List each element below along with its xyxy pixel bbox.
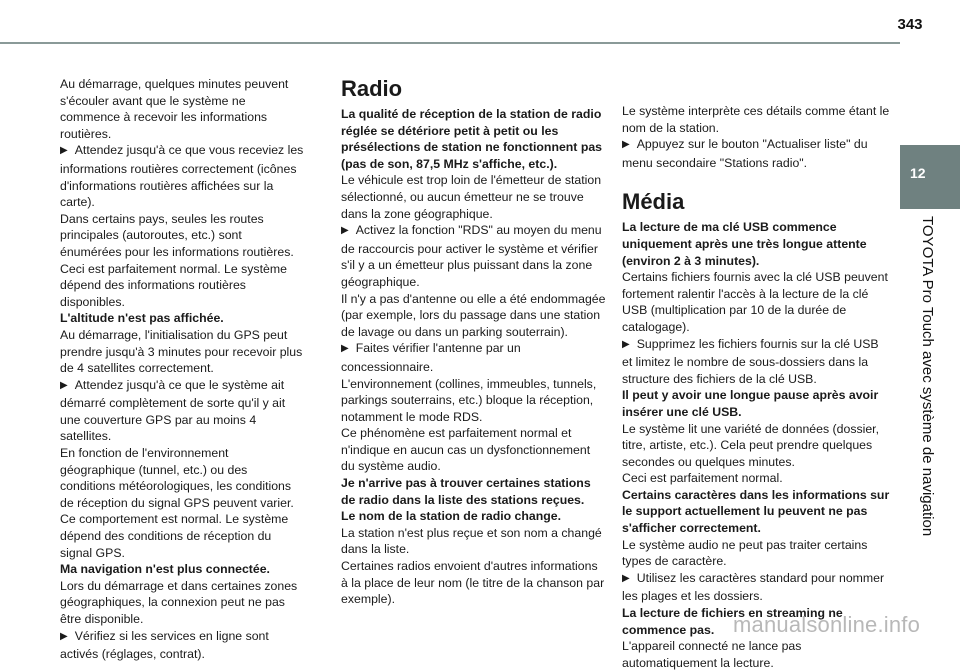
instruction-step: ▶ Faites vérifier l'antenne par un concessionnaire. (341, 340, 607, 375)
paragraph: Ceci est parfaitement normal. Le système dépend des informations routières disponibles. (60, 261, 287, 309)
paragraph: Dans certains pays, seules les routes principales (autoroutes, etc.) sont énumérées pour les informations routières. (60, 211, 294, 259)
paragraph: Le système lit une variété de données (dossier, titre, artiste, etc.). Cela peut prendre quelques secondes ou quelques minutes. (622, 421, 880, 469)
instruction-step: ▶ Appuyez sur le bouton "Actualiser liste" du menu secondaire "Stations radio". (622, 136, 890, 171)
paragraph: Le système interprète ces détails comme étant le nom de la station. (622, 104, 890, 135)
watermark: manualsonline.info (733, 612, 921, 637)
paragraph: En fonction de l'environnement géographique (tunnel, etc.) ou des conditions météorologiques, les conditions de réception du signal GPS peuvent varier. (60, 446, 294, 510)
question-heading: Il peut y avoir une longue pause après avoir insérer une clé USB. (622, 388, 879, 419)
paragraph: Certains fichiers fournis avec la clé USB peuvent fortement ralentir l'accès à la lecture de la clé USB (multiplication par 10 de la durée de catalogage). (622, 270, 888, 334)
paragraph: Au démarrage, l'initialisation du GPS peut prendre jusqu'à 3 minutes pour recevoir plus de 4 satellites correctement. (60, 327, 303, 376)
header-rule (0, 42, 900, 44)
question-heading: Ma navigation n'est plus connectée. (60, 562, 270, 577)
paragraph: Il n'y a pas d'antenne ou elle a été endommagée (par exemple, lors du passage dans une station de lavage ou dans un parking souterrain). (341, 291, 606, 339)
question-heading: La qualité de réception de la station de radio réglée se détériore petit à petit ou les présélections de station ne fonctionnent pas (pas de son, 87,5 MHz s'affiche, etc.). (341, 107, 603, 171)
column-2 (341, 76, 607, 608)
paragraph: Le système audio ne peut pas traiter certains types de caractère. (622, 537, 868, 569)
question-heading: Je n'arrive pas à trouver certaines stations de radio dans la liste des stations reçues. (341, 476, 591, 507)
instruction-step: ▶ Supprimez les fichiers fournis sur la clé USB et limitez le nombre de sous-dossiers dans la structure des fichiers de la clé USB. (622, 336, 890, 388)
question-heading: La lecture de fichiers en streaming ne commence pas. (622, 606, 843, 637)
chapter-title-vertical: TOYOTA Pro Touch avec système de navigation (919, 216, 936, 537)
paragraph: Ce comportement est normal. Le système dépend des conditions de réception du signal GPS. (60, 512, 289, 560)
question-heading: L'altitude n'est pas affichée. (60, 311, 224, 326)
paragraph: L'appareil connecté ne lance pas automatiquement la lecture. (622, 639, 802, 670)
paragraph: Ceci est parfaitement normal. (622, 471, 783, 486)
question-heading: Certains caractères dans les informations sur le support actuellement lu peuvent ne pas s'afficher correctement. (622, 487, 890, 536)
paragraph: Ce phénomène est parfaitement normal et n'indique en aucun cas un dysfonctionnement du système audio. (341, 426, 591, 474)
paragraph: Au démarrage, quelques minutes peuvent s'écouler avant que le système ne commence à recevoir les informations routières. (60, 77, 289, 141)
paragraph: Lors du démarrage et dans certaines zones géographiques, la connexion peut ne pas être disponible. (60, 578, 298, 626)
instruction-step: ▶ Attendez jusqu'à ce que le système ait démarré complètement de sorte qu'il y ait une couverture GPS par au moins 4 satellites. (60, 377, 304, 445)
chapter-number: 12 (910, 165, 926, 181)
column-1 (60, 76, 304, 663)
paragraph: Le véhicule est trop loin de l'émetteur de station sélectionné, ou aucun émetteur ne se trouve dans la zone géographique. (341, 173, 602, 221)
instruction-step: ▶ Utilisez les caractères standard pour nommer les plages et les dossiers. (622, 570, 890, 605)
page-number: 343 (897, 16, 923, 33)
instruction-step: ▶ Attendez jusqu'à ce que vous receviez les informations routières correctement (icônes d'informations routières affichées sur la carte). (60, 142, 304, 210)
question-heading: Le nom de la station de radio change. (341, 509, 562, 524)
paragraph: La station n'est plus reçue et son nom a changé dans la liste. (341, 525, 602, 557)
section-title-media: Média (622, 189, 685, 215)
paragraph: Certaines radios envoient d'autres informations à la place de leur nom (le titre de la chanson par exemple). (341, 559, 605, 607)
instruction-step: ▶ Vérifiez si les services en ligne sont activés (réglages, contrat). (60, 628, 304, 663)
question-heading: La lecture de ma clé USB commence uniquement après une très longue attente (environ 2 à 3 minutes). (622, 220, 867, 268)
paragraph: L'environnement (collines, immeubles, tunnels, parkings souterrains, etc.) bloque la réception, notamment le mode RDS. (341, 376, 597, 424)
section-title-radio: Radio (341, 76, 403, 101)
column-3 (622, 103, 890, 671)
instruction-step: ▶ Activez la fonction "RDS" au moyen du menu de raccourcis pour activer le système et vérifier s'il y a un émetteur plus puissant dans la zone géographique. (341, 222, 607, 290)
chapter-tab[interactable] (900, 145, 960, 209)
